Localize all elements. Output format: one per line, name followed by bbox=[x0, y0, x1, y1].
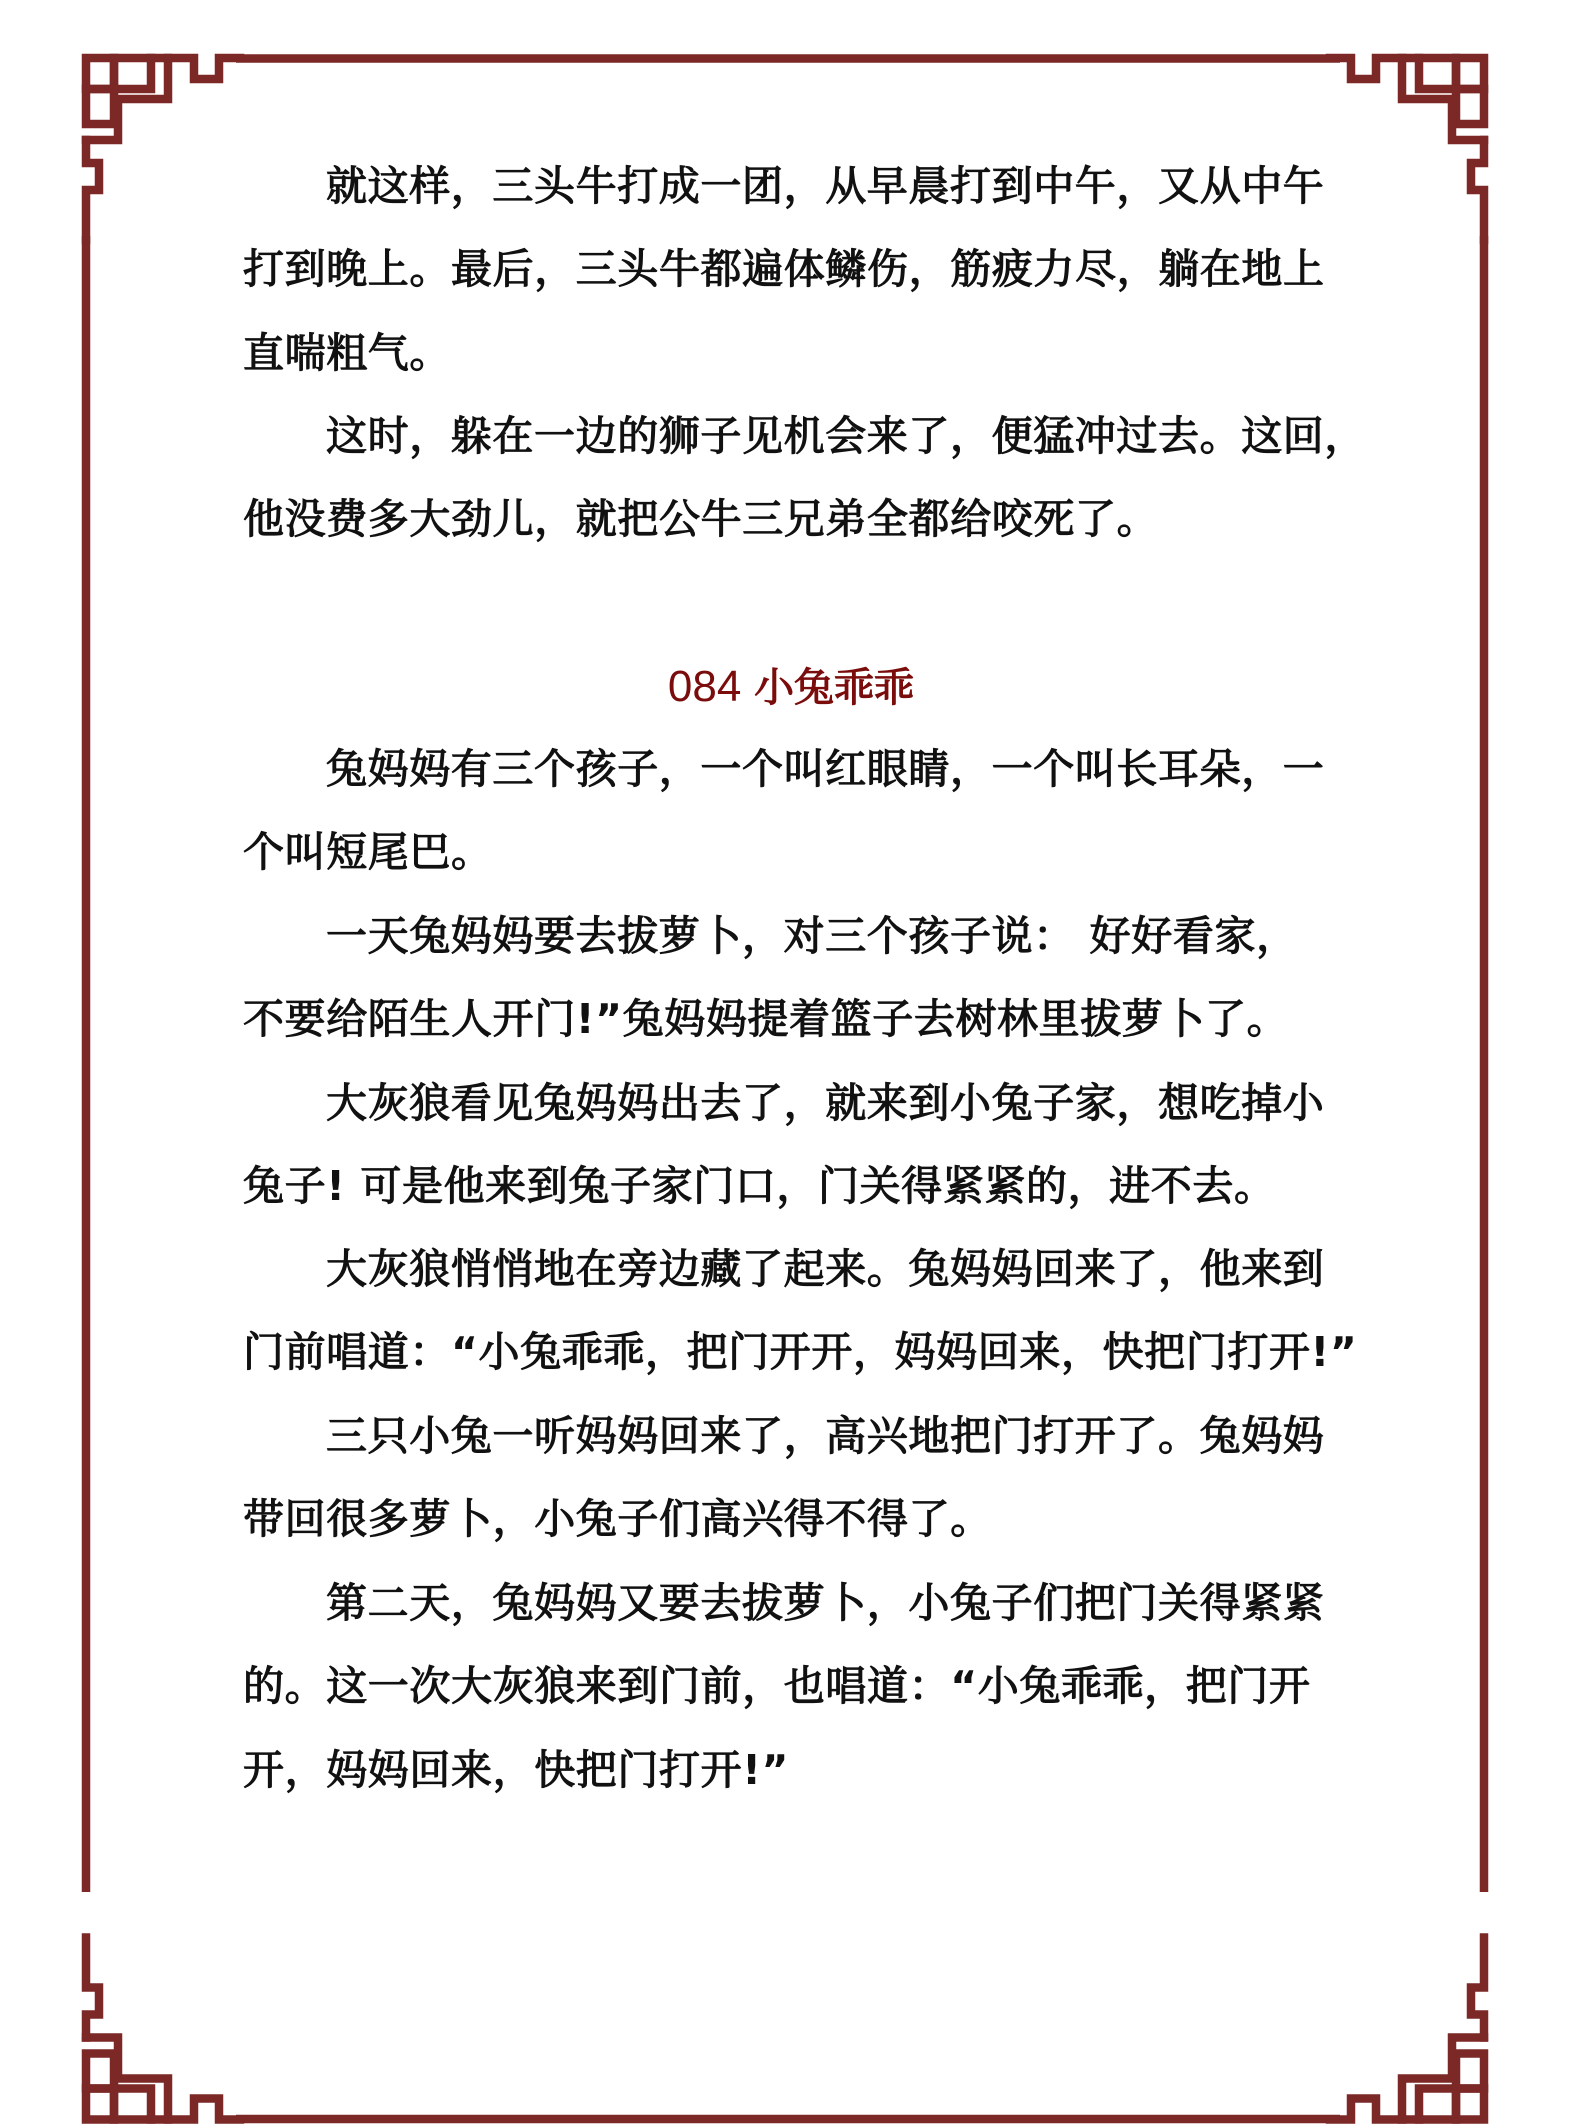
paragraph-line: 他没费多大劲儿，就把公牛三兄弟全都给咬死了。 bbox=[243, 495, 1159, 544]
paragraph-line: 第二天，兔妈妈又要去拔萝卜，小兔子们把门关得紧紧 bbox=[326, 1579, 1325, 1627]
paragraph-line: 个叫短尾巴。 bbox=[243, 828, 493, 877]
paragraph-line: 兔妈妈有三个孩子，一个叫红眼睛，一个叫长耳朵，一 bbox=[326, 745, 1325, 793]
paragraph-line: 兔子! 可是他来到兔子家门口，门关得紧紧的，进不去。 bbox=[243, 1162, 1276, 1211]
paragraph-line: 直喘粗气。 bbox=[243, 328, 451, 377]
story-title bbox=[243, 657, 1339, 718]
paragraph-line: 就这样，三头牛打成一团，从早晨打到中午，又从中午 bbox=[326, 162, 1325, 210]
paragraph-line: 打到晚上。最后，三头牛都遍体鳞伤，筋疲力尽，躺在地上 bbox=[243, 245, 1325, 294]
paragraph bbox=[243, 1562, 1339, 1812]
paragraph-line: 开，妈妈回来，快把门打开!” bbox=[243, 1745, 790, 1794]
paragraph-line: 一天兔妈妈要去拔萝卜，对三个孩子说： 好好看家， bbox=[326, 912, 1298, 960]
paragraph bbox=[243, 1395, 1339, 1562]
fretwork-corner-icon-top-left bbox=[86, 58, 240, 240]
paragraph-line: 大灰狼悄悄地在旁边藏了起来。兔妈妈回来了，他来到 bbox=[326, 1245, 1325, 1293]
fretwork-corner-icon-top-right bbox=[1330, 58, 1484, 240]
paragraph bbox=[243, 395, 1366, 562]
paragraph bbox=[243, 145, 1339, 395]
fretwork-corner-icon-bottom-right bbox=[1330, 1938, 1484, 2120]
story-name: 小兔乖乖 bbox=[754, 665, 915, 711]
paragraph-line: 不要给陌生人开门!”兔妈妈提着篮子去树林里拔萝卜了。 bbox=[243, 995, 1289, 1044]
paragraph-line: 大灰狼看见兔妈妈出去了，就来到小兔子家，想吃掉小 bbox=[326, 1079, 1325, 1127]
fretwork-corner-icon-bottom-left bbox=[86, 1938, 240, 2120]
paragraph-line: 三只小兔一听妈妈回来了，高兴地把门打开了。兔妈妈 bbox=[326, 1412, 1325, 1460]
paragraph bbox=[243, 1062, 1339, 1229]
paragraph bbox=[243, 728, 1339, 895]
paragraph-line: 的。这一次大灰狼来到门前，也唱道：“小兔乖乖，把门开 bbox=[243, 1662, 1311, 1711]
paragraph bbox=[243, 895, 1339, 1062]
paragraph-line: 这时，躲在一边的狮子见机会来了，便猛冲过去。这回， bbox=[326, 412, 1366, 460]
paragraph bbox=[243, 1228, 1358, 1395]
paragraph-line: 门前唱道：“小兔乖乖，把门开开，妈妈回来，快把门打开!” bbox=[243, 1328, 1358, 1377]
paragraph-line: 带回很多萝卜，小兔子们高兴得不得了。 bbox=[243, 1495, 992, 1544]
story-number: 084 bbox=[667, 662, 742, 711]
